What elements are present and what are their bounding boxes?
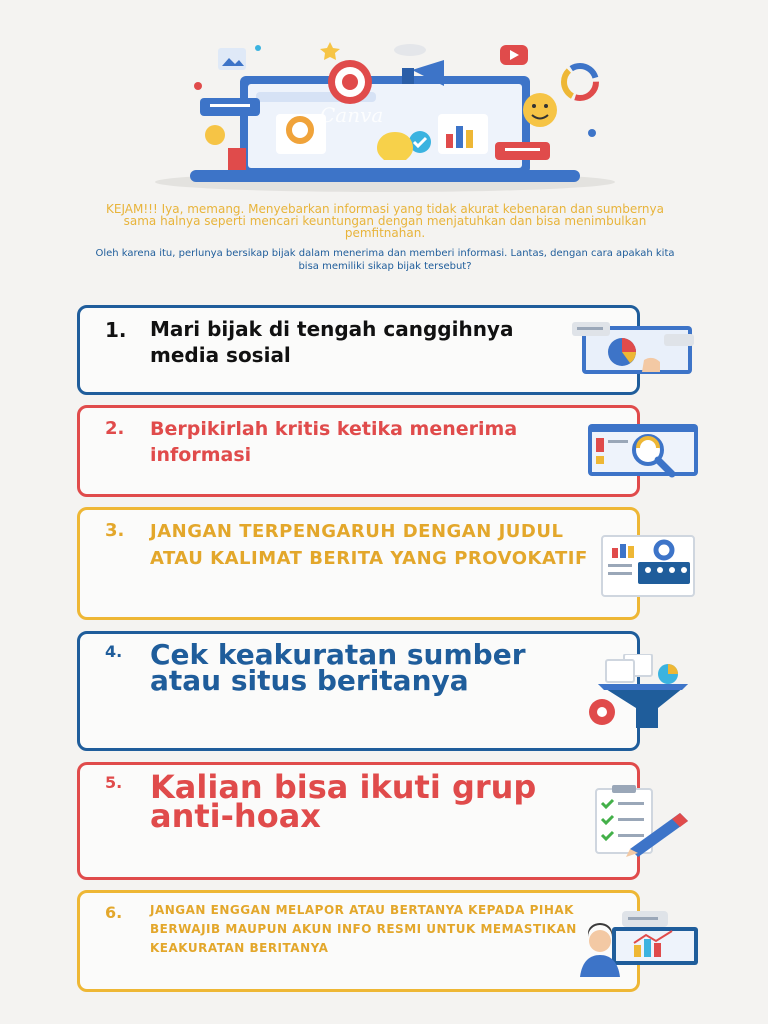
report-presenter-icon [578,911,702,977]
tip-card-5 [77,762,640,880]
social-media-dashboard-icon [572,322,696,382]
tip-2-number: 2. [105,418,125,439]
tip-4-text: Cek keakuratan sumber atau situs beritanya [150,638,526,697]
tip-card-3 [77,507,640,620]
tip-card-4 [77,631,640,751]
tip-5-text: Kalian bisa ikuti grup anti-hoax [150,768,537,835]
tip-3-number: 3. [105,520,125,541]
tip-3-text: JANGAN TERPENGARUH DENGAN JUDUL ATAU KALIMAT BERITA YANG PROVOKATIF [150,521,588,569]
tip-1-text: Mari bijak di tengah canggihnya media sosial [150,317,514,367]
tip-card-6 [77,890,640,992]
document-report-icon [598,532,702,600]
intro-subtext: Oleh karena itu, perlunya bersikap bijak dalam menerima dan memberi informasi. Lantas, dengan cara apakah kita bisa memiliki sikap bijak tersebut? [95,248,675,272]
tip-card-1 [77,305,640,395]
funnel-gear-icon [580,654,698,732]
magnifier-search-icon [586,422,702,484]
tip-1-number: 1. [105,318,127,342]
tip-2-text: Berpikirlah kritis ketika menerima informasi [150,418,518,466]
tip-card-2 [77,405,640,497]
tip-5-number: 5. [105,773,123,792]
tip-4-number: 4. [105,642,123,661]
hero-watermark: Canva [320,103,384,127]
tip-6-number: 6. [105,903,123,922]
hero-illustration [140,30,620,200]
intro-warning-text: KEJAM!!! Iya, memang. Menyebarkan informasi yang tidak akurat kebenaran dan sumbernya sama halnya seperti mencari keuntungan dengan menjatuhkan dan bisa menimbulkan pemfitnahan. [106,202,664,240]
intro-section [90,203,680,273]
tip-6-text: JANGAN ENGGAN MELAPOR ATAU BERTANYA KEPADA PIHAK BERWAJIB MAUPUN AKUN INFO RESMI UNTUK MEMASTIKAN KEAKURATAN BERITANYA [150,903,577,955]
checklist-pen-icon [590,785,694,857]
